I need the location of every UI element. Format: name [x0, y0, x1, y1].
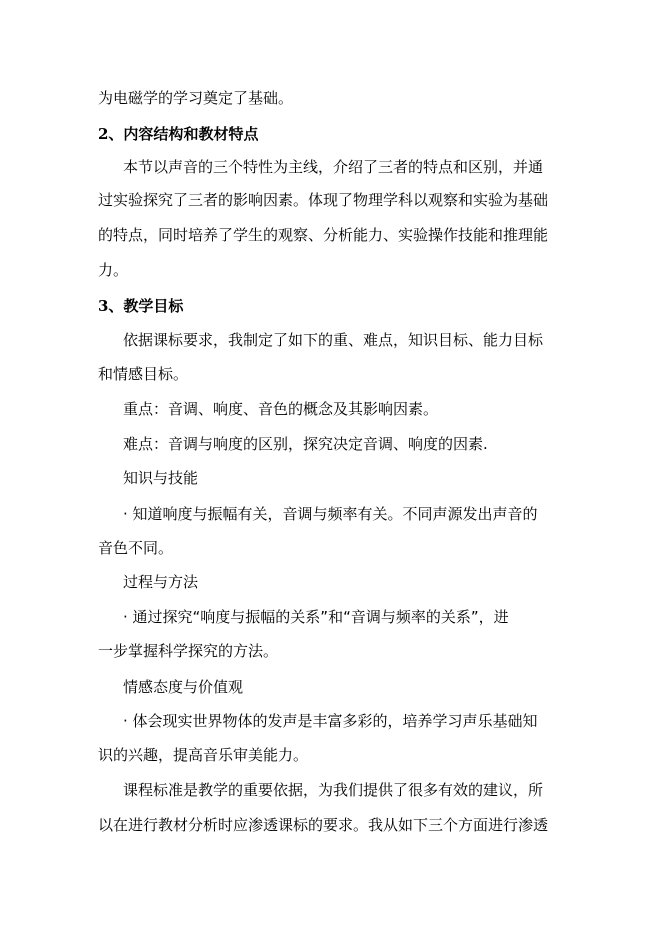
paragraph-line: 为电磁学的学习奠定了基础。 [98, 89, 294, 107]
paragraph-line: 难点：音调与响度的区别，探究决定音调、响度的因素. [123, 435, 488, 453]
bullet-line: · 通过探究“响度与振幅的关系”和“音调与频率的关系”，进 [123, 608, 509, 626]
subheading: 过程与方法 [123, 573, 199, 591]
subheading: 情感态度与价值观 [123, 678, 244, 696]
section-heading: 3、教学目标 [98, 297, 184, 315]
paragraph-line: 课程标准是教学的重要依据，为我们提供了很多有效的建议，所 [123, 781, 544, 799]
paragraph-line: 识的兴趣，提高音乐审美能力。 [98, 746, 309, 764]
paragraph-line: 重点：音调、响度、音色的概念及其影响因素。 [123, 400, 439, 418]
paragraph-line: 和情感目标。 [98, 365, 189, 383]
paragraph-line: 力。 [98, 261, 129, 279]
paragraph-line: 本节以声音的三个特性为主线，介绍了三者的特点和区别，并通 [123, 158, 544, 176]
paragraph-line: 的特点，同时培养了学生的观察、分析能力、实验操作技能和推理能 [98, 226, 549, 244]
subheading: 知识与技能 [123, 469, 199, 487]
paragraph-line: 音色不同。 [98, 539, 174, 557]
paragraph-line: 一步掌握科学探究的方法。 [98, 642, 279, 660]
paragraph-line: 过实验探究了三者的影响因素。体现了物理学科以观察和实验为基础 [98, 191, 549, 209]
paragraph-line: 以在进行教材分析时应渗透课标的要求。我从如下三个方面进行渗透 [98, 816, 549, 834]
bullet-line: · 体会现实世界物体的发声是丰富多彩的，培养学习声乐基础知 [123, 712, 538, 730]
section-heading: 2、内容结构和教材特点 [98, 125, 259, 143]
paragraph-line: 依据课标要求，我制定了如下的重、难点，知识目标、能力目标 [123, 331, 544, 349]
bullet-line: · 知道响度与振幅有关，音调与频率有关。不同声源发出声音的 [123, 505, 538, 523]
